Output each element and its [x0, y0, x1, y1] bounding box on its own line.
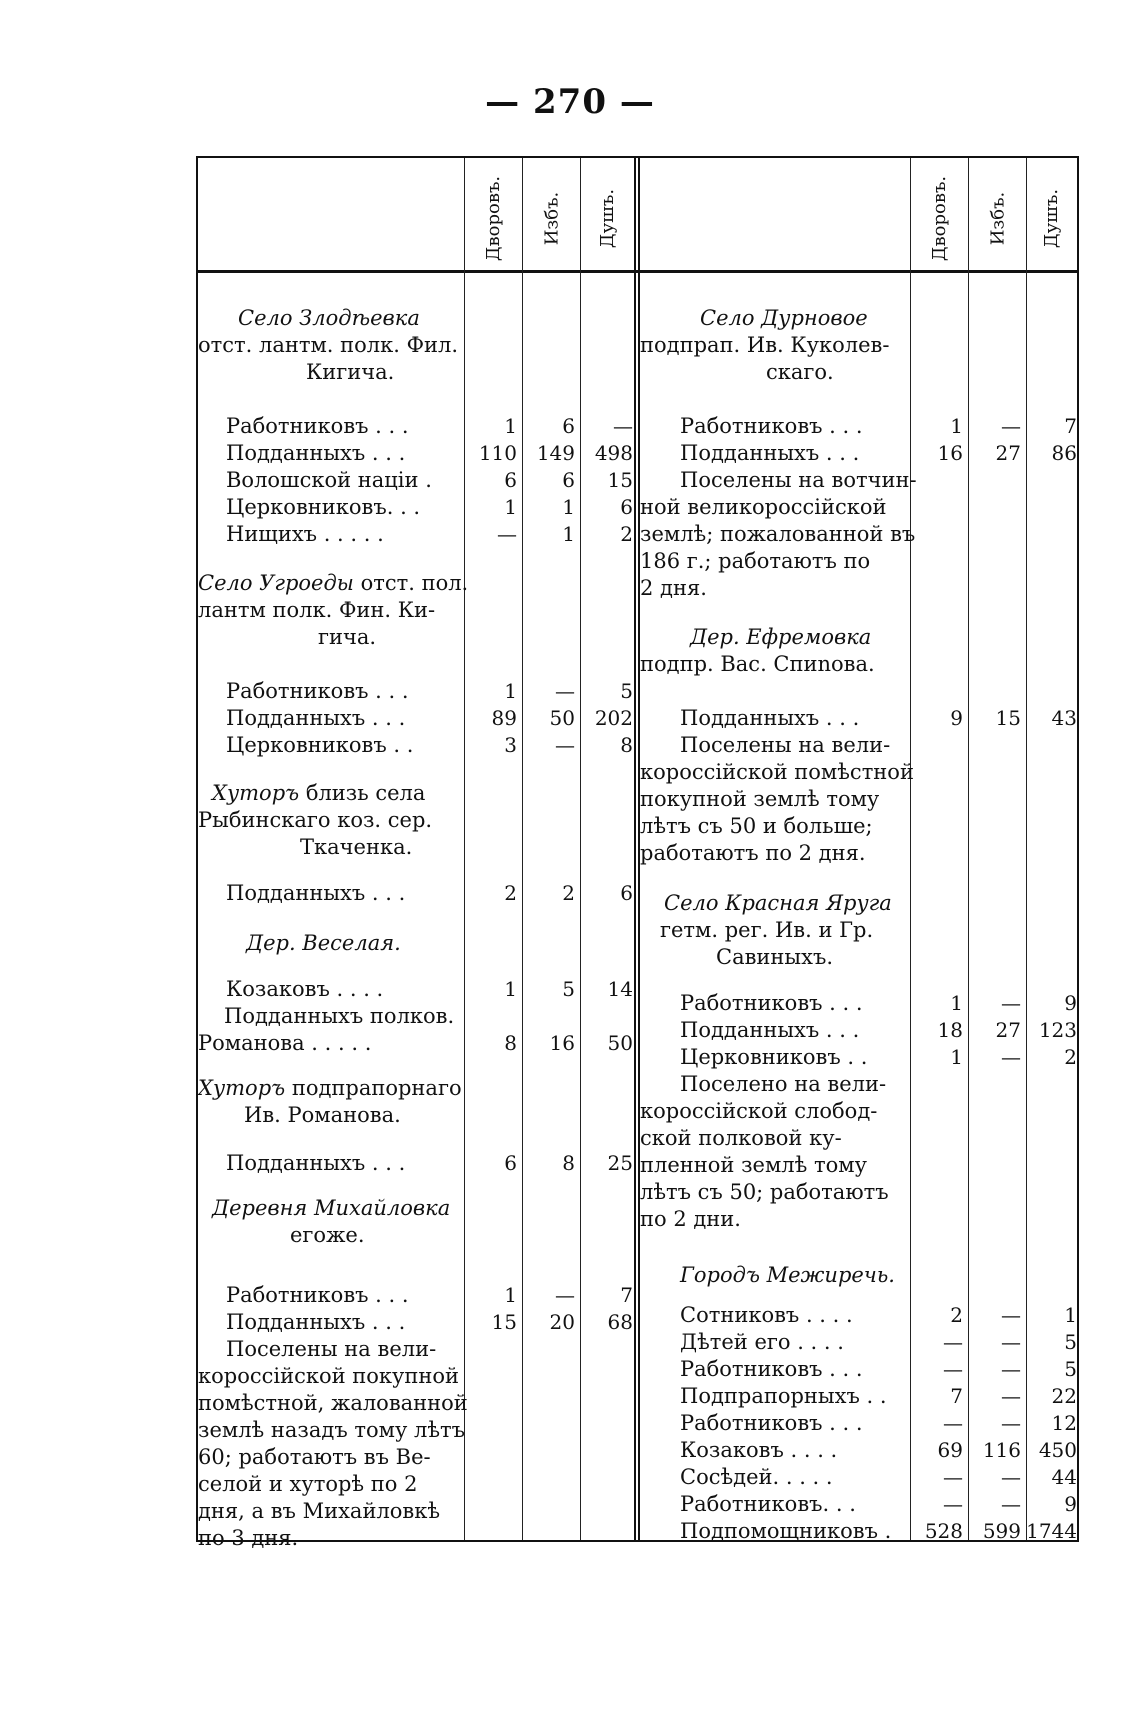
village-line	[212, 780, 425, 807]
cell-households: 2	[950, 1303, 963, 1327]
row-label: Работниковъ . . .	[680, 1357, 863, 1381]
cell-souls: 25	[607, 1151, 633, 1175]
cell-souls: 9	[1064, 1492, 1077, 1516]
village-line	[198, 570, 468, 597]
cell-souls: 5	[620, 679, 633, 703]
cell-huts: —	[1001, 414, 1021, 438]
cell-households: —	[943, 1357, 963, 1381]
note-line: Поселены на вели-	[226, 1337, 437, 1361]
note-line: лѣтъ съ 50; работаютъ	[640, 1180, 889, 1204]
cell-souls: 7	[1064, 414, 1077, 438]
cell-huts: 1	[562, 495, 575, 519]
cell-souls: 6	[620, 495, 633, 519]
cell-huts: 8	[562, 1151, 575, 1175]
cell-households: 1	[504, 414, 517, 438]
cell-huts: 27	[995, 1018, 1021, 1042]
row-label: Подданныхъ . . .	[680, 441, 860, 465]
owner-line: отст. лантм. полк. Фил.	[198, 333, 459, 357]
cell-households: —	[943, 1465, 963, 1489]
row-label: Подданныхъ . . .	[680, 706, 860, 730]
owner-line: подпрап. Ив. Куколев-	[640, 333, 890, 357]
note-line: короссiйской слобод-	[640, 1099, 878, 1123]
cell-households: 1	[504, 495, 517, 519]
cell-huts: 2	[562, 881, 575, 905]
cell-households: —	[497, 522, 517, 546]
cell-households: 1	[950, 414, 963, 438]
cell-souls: 123	[1038, 1018, 1077, 1042]
owner-line: егоже.	[290, 1223, 365, 1247]
cell-souls: 450	[1038, 1438, 1077, 1462]
cell-souls: 2	[1064, 1045, 1077, 1069]
village-line	[198, 1075, 462, 1102]
owner-line: Кигича.	[306, 360, 395, 384]
cell-households: 3	[504, 733, 517, 757]
cell-households: 6	[504, 1151, 517, 1175]
row-label: Подданныхъ . . .	[226, 1310, 406, 1334]
cell-souls: 14	[607, 977, 633, 1001]
cell-huts: 6	[562, 468, 575, 492]
cell-households: —	[943, 1411, 963, 1435]
owner-line: подпр. Вас. Спиnова.	[640, 652, 875, 676]
col-header-souls: Душъ.	[597, 188, 619, 248]
cell-huts: —	[1001, 991, 1021, 1015]
col-header-souls: Душъ.	[1041, 188, 1063, 248]
row-label: Работниковъ . . .	[680, 991, 863, 1015]
cell-households: 7	[950, 1384, 963, 1408]
cell-households: 18	[937, 1018, 963, 1042]
cell-households: 8	[504, 1031, 517, 1055]
cell-households: 1	[504, 977, 517, 1001]
cell-souls: 12	[1051, 1411, 1077, 1435]
owner-line: гича.	[318, 625, 377, 649]
owner-line: скаго.	[766, 360, 834, 384]
note-line: землѣ назадъ тому лѣтъ	[198, 1418, 465, 1442]
cell-huts: 20	[549, 1310, 575, 1334]
row-label: Церковниковъ . .	[680, 1045, 868, 1069]
col-header-households: Дворовъ.	[483, 175, 505, 261]
row-label: Подданныхъ . . .	[226, 706, 406, 730]
cell-huts: —	[1001, 1465, 1021, 1489]
cell-huts: —	[1001, 1045, 1021, 1069]
col-header-huts: Избъ.	[987, 191, 1009, 245]
owner-line: Савиныхъ.	[716, 945, 833, 969]
cell-huts: —	[555, 733, 575, 757]
note-line: покупной землѣ тому	[640, 787, 880, 811]
row-label: Работниковъ . . .	[226, 1283, 409, 1307]
cell-households: —	[943, 1330, 963, 1354]
note-line: ной великороссiйской	[640, 495, 887, 519]
cell-households: —	[943, 1492, 963, 1516]
owner-line: близь села	[299, 781, 426, 805]
cell-huts: 599	[982, 1519, 1021, 1543]
cell-huts: 5	[562, 977, 575, 1001]
cell-huts: 50	[549, 706, 575, 730]
cell-households: 9	[950, 706, 963, 730]
cell-souls: 50	[607, 1031, 633, 1055]
village-title: Дер. Ефремовка	[690, 625, 872, 649]
cell-souls: 6	[620, 881, 633, 905]
village-title: Хуторъ	[198, 1076, 286, 1100]
row-label: Церковниковъ. . .	[226, 495, 421, 519]
cell-huts: —	[1001, 1492, 1021, 1516]
cell-souls: 7	[620, 1283, 633, 1307]
row-label: Подданныхъ . . .	[226, 441, 406, 465]
cell-souls: 22	[1051, 1384, 1077, 1408]
note-line: дня, а въ Михайловкѣ	[198, 1499, 441, 1523]
row-label: Дѣтей его . . . .	[680, 1330, 844, 1354]
row-label: Работниковъ. . .	[680, 1492, 856, 1516]
cell-huts: —	[1001, 1357, 1021, 1381]
row-label: Подпрапорныхъ . .	[680, 1384, 887, 1408]
owner-line: лантм полк. Фин. Ки-	[198, 598, 436, 622]
village-title: Хуторъ	[212, 781, 300, 805]
row-label: Церковниковъ . .	[226, 733, 414, 757]
cell-souls: —	[613, 414, 633, 438]
cell-souls: 1744	[1026, 1519, 1077, 1543]
owner-line: подпрапорнаго	[285, 1076, 462, 1100]
cell-souls: 9	[1064, 991, 1077, 1015]
cell-huts: —	[555, 1283, 575, 1307]
owner-line: Рыбинскаго коз. сер.	[198, 808, 433, 832]
owner-line: Ткаченка.	[300, 835, 413, 859]
note-line: короссiйской покупной	[198, 1364, 460, 1388]
note-line: землѣ; пожалованной въ	[640, 522, 916, 546]
village-title: Дер. Веселая.	[246, 931, 401, 955]
cell-households: 2	[504, 881, 517, 905]
note-line: пленной землѣ тому	[640, 1153, 867, 1177]
note-line: по 2 дни.	[640, 1207, 741, 1231]
cell-households: 6	[504, 468, 517, 492]
note-line: Поселено на вели-	[680, 1072, 887, 1096]
row-label: Подпомощниковъ .	[680, 1519, 892, 1543]
owner-line: Ив. Романова.	[244, 1103, 401, 1127]
village-title: Село Красная Яруга	[664, 891, 892, 915]
col-header-huts: Избъ.	[541, 191, 563, 245]
note-line: 186 г.; работаютъ по	[640, 549, 871, 573]
row-label: Сотниковъ . . . .	[680, 1303, 853, 1327]
row-label: Козаковъ . . . .	[226, 977, 384, 1001]
note-line: 2 дня.	[640, 576, 707, 600]
note-line: по 3 дня.	[198, 1526, 299, 1550]
row-label: Работниковъ . . .	[226, 679, 409, 703]
cell-souls: 202	[594, 706, 633, 730]
note-line: ской полковой ку-	[640, 1126, 842, 1150]
cell-huts: 116	[982, 1438, 1021, 1462]
cell-souls: 15	[607, 468, 633, 492]
cell-households: 16	[937, 441, 963, 465]
village-title: Село Дурновое	[700, 306, 868, 330]
cell-households: 1	[950, 1045, 963, 1069]
cell-huts: —	[1001, 1303, 1021, 1327]
cell-souls: 5	[1064, 1330, 1077, 1354]
row-label: Подданныхъ . . .	[226, 1151, 406, 1175]
cell-households: 528	[924, 1519, 963, 1543]
note-line: лѣтъ съ 50 и больше;	[640, 814, 873, 838]
note-line: короссiйской помѣстной	[640, 760, 914, 784]
cell-huts: 15	[995, 706, 1021, 730]
cell-souls: 2	[620, 522, 633, 546]
cell-huts: 1	[562, 522, 575, 546]
note-line: Поселены на вели-	[680, 733, 891, 757]
row-label: Работниковъ . . .	[680, 1411, 863, 1435]
cell-souls: 86	[1051, 441, 1077, 465]
row-label: Сосѣдей. . . . .	[680, 1465, 833, 1489]
cell-souls: 8	[620, 733, 633, 757]
cell-huts: 16	[549, 1031, 575, 1055]
cell-households: 69	[937, 1438, 963, 1462]
row-label: Козаковъ . . . .	[680, 1438, 838, 1462]
cell-households: 15	[491, 1310, 517, 1334]
cell-households: 89	[491, 706, 517, 730]
row-label: Волошской нацiи .	[226, 468, 432, 492]
cell-households: 1	[950, 991, 963, 1015]
cell-huts: 27	[995, 441, 1021, 465]
village-title: Городъ Межиречь.	[680, 1263, 895, 1287]
row-label: Нищихъ . . . . .	[226, 522, 384, 546]
note-line: работаютъ по 2 дня.	[640, 841, 866, 865]
cell-huts: —	[1001, 1411, 1021, 1435]
note-line: селой и хуторѣ по 2	[198, 1472, 418, 1496]
note-line: 60; работаютъ въ Ве-	[198, 1445, 431, 1469]
cell-huts: 149	[536, 441, 575, 465]
row-label: Работниковъ . . .	[226, 414, 409, 438]
row-label: Подданныхъ полков.	[224, 1004, 455, 1028]
col-header-households: Дворовъ.	[929, 175, 951, 261]
owner-line: гетм. рег. Ив. и Гр.	[660, 918, 874, 942]
village-title: Деревня Михайловка	[212, 1196, 451, 1220]
row-label: Работниковъ . . .	[680, 414, 863, 438]
village-title: Село Злодѣевка	[238, 306, 420, 330]
cell-souls: 498	[594, 441, 633, 465]
owner-line: отст. пол.	[353, 571, 469, 595]
note-line: помѣстной, жалованной	[198, 1391, 468, 1415]
cell-souls: 1	[1064, 1303, 1077, 1327]
cell-souls: 5	[1064, 1357, 1077, 1381]
cell-households: 110	[478, 441, 517, 465]
cell-souls: 68	[607, 1310, 633, 1334]
cell-huts: —	[1001, 1330, 1021, 1354]
row-label: Подданныхъ . . .	[680, 1018, 860, 1042]
cell-huts: —	[555, 679, 575, 703]
row-label: Романова . . . . .	[198, 1031, 372, 1055]
cell-souls: 44	[1051, 1465, 1077, 1489]
cell-huts: —	[1001, 1384, 1021, 1408]
row-label: Подданныхъ . . .	[226, 881, 406, 905]
cell-households: 1	[504, 1283, 517, 1307]
village-title: Село Угроеды	[198, 571, 354, 595]
cell-households: 1	[504, 679, 517, 703]
note-line: Поселены на вотчин-	[680, 468, 917, 492]
cell-huts: 6	[562, 414, 575, 438]
page-number: — 270 —	[485, 82, 655, 122]
cell-souls: 43	[1051, 706, 1077, 730]
